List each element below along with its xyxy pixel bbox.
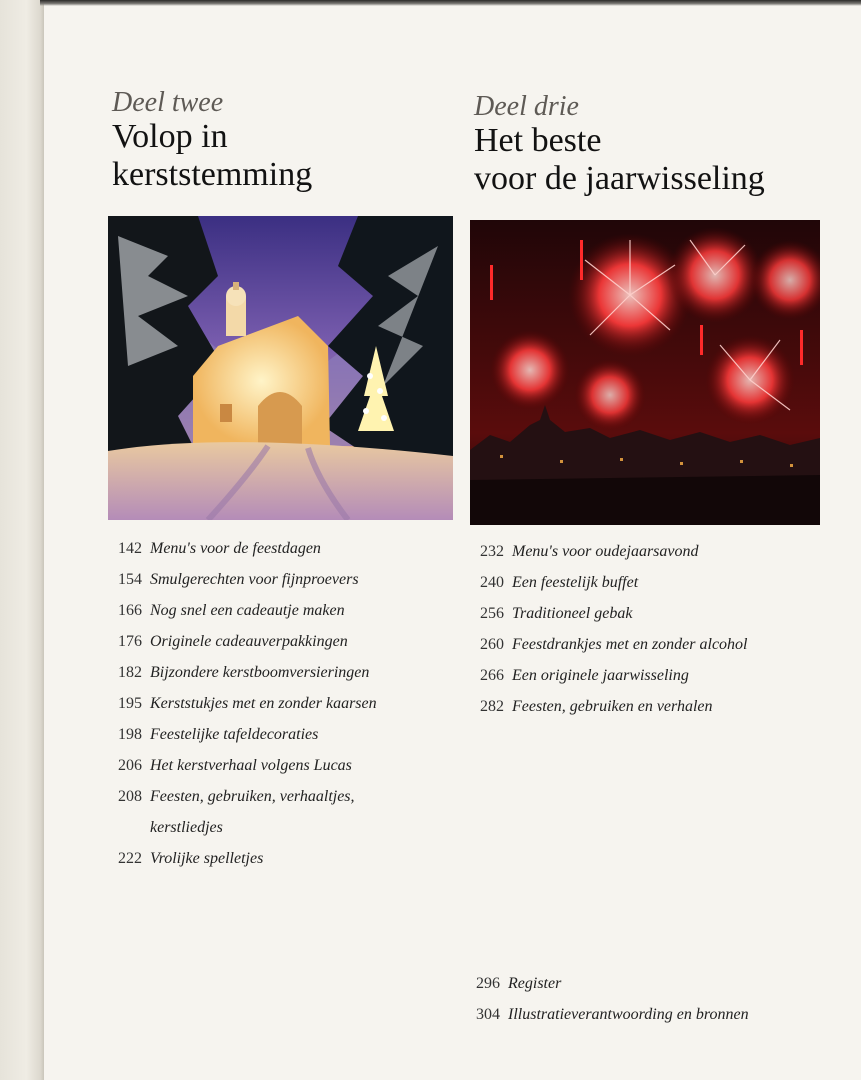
toc-page-number: 208 [118,788,142,805]
page-binding-edge [0,0,44,1080]
toc-entry[interactable] [462,598,822,629]
toc-entry[interactable] [100,564,440,595]
toc-page-number: 198 [118,726,142,743]
toc-entry[interactable] [100,533,440,564]
toc-entry[interactable] [462,629,822,660]
section-subtitle: Deel drie [474,91,579,122]
toc-page-number: 260 [480,636,504,653]
toc-page-number: 176 [118,633,142,650]
toc-entry[interactable] [100,750,440,781]
toc-entry-title: Feestdrankjes met en zonder alcohol [512,636,748,653]
toc-entry-title: Een originele jaarwisseling [512,667,689,684]
toc-page-number: 240 [480,574,504,591]
toc-entry-title: Vrolijke spelletjes [150,850,264,867]
toc-page-number: 232 [480,543,504,560]
toc-entry-title: Feesten, gebruiken en verhalen [512,698,713,715]
section-title-line: Het beste [474,122,602,159]
toc-entry[interactable] [460,999,848,1030]
toc-list-deel-twee [100,533,440,874]
toc-entry[interactable] [460,968,848,999]
toc-entry-title: Bijzondere kerstboomversieringen [150,664,370,681]
toc-entry[interactable] [462,691,822,722]
toc-entry-title: Feestelijke tafeldecoraties [150,726,319,743]
toc-entry-title: Kerststukjes met en zonder kaarsen [150,695,377,712]
toc-entry[interactable] [462,660,822,691]
toc-entry[interactable] [462,536,822,567]
toc-entry-title: Een feestelijk buffet [512,574,639,591]
page-top-shadow [40,0,861,6]
section-title-line: Volop in [112,118,228,155]
toc-page-number: 206 [118,757,142,774]
toc-entry-title: Originele cadeauverpakkingen [150,633,348,650]
toc-entry-title: Het kerstverhaal volgens Lucas [150,757,352,774]
section-heading-deel-twee [112,88,312,194]
toc-entry-title: Register [508,975,562,992]
toc-entry[interactable] [462,567,822,598]
fireworks-photo [470,220,820,525]
toc-entry-title: Smulgerechten voor fijnproevers [150,571,359,588]
toc-entry-title: Menu's voor oudejaarsavond [512,543,699,560]
toc-entry[interactable] [100,688,440,719]
section-subtitle: Deel twee [112,87,224,118]
toc-entry-title: Menu's voor de feestdagen [150,540,321,557]
toc-page-number: 142 [118,540,142,557]
toc-page-number: 304 [476,1006,500,1023]
toc-entry[interactable] [100,843,440,874]
winter-chapel-photo [108,216,453,520]
toc-entry-title: Traditioneel gebak [512,605,633,622]
toc-entry-title: Illustratieverantwoording en bronnen [508,1006,749,1023]
toc-list-back-matter [460,968,848,1030]
toc-page-number: 195 [118,695,142,712]
section-heading-deel-drie [474,92,765,198]
toc-page-number: 154 [118,571,142,588]
toc-page-number: 282 [480,698,504,715]
toc-page-number: 222 [118,850,142,867]
toc-page-number: 266 [480,667,504,684]
toc-entry[interactable] [100,595,440,626]
toc-page-number: 166 [118,602,142,619]
toc-entry[interactable] [100,626,440,657]
toc-entry[interactable] [100,781,440,843]
toc-page-number: 256 [480,605,504,622]
toc-entry[interactable] [100,657,440,688]
toc-page-number: 182 [118,664,142,681]
toc-page-number: 296 [476,975,500,992]
toc-entry-title: Feesten, gebruiken, verhaaltjes, kerstliedjes [150,788,355,836]
toc-entry[interactable] [100,719,440,750]
section-title-line: voor de jaarwisseling [474,160,765,197]
toc-list-deel-drie [462,536,822,722]
section-title-line: kerststemming [112,156,313,193]
toc-entry-title: Nog snel een cadeautje maken [150,602,345,619]
